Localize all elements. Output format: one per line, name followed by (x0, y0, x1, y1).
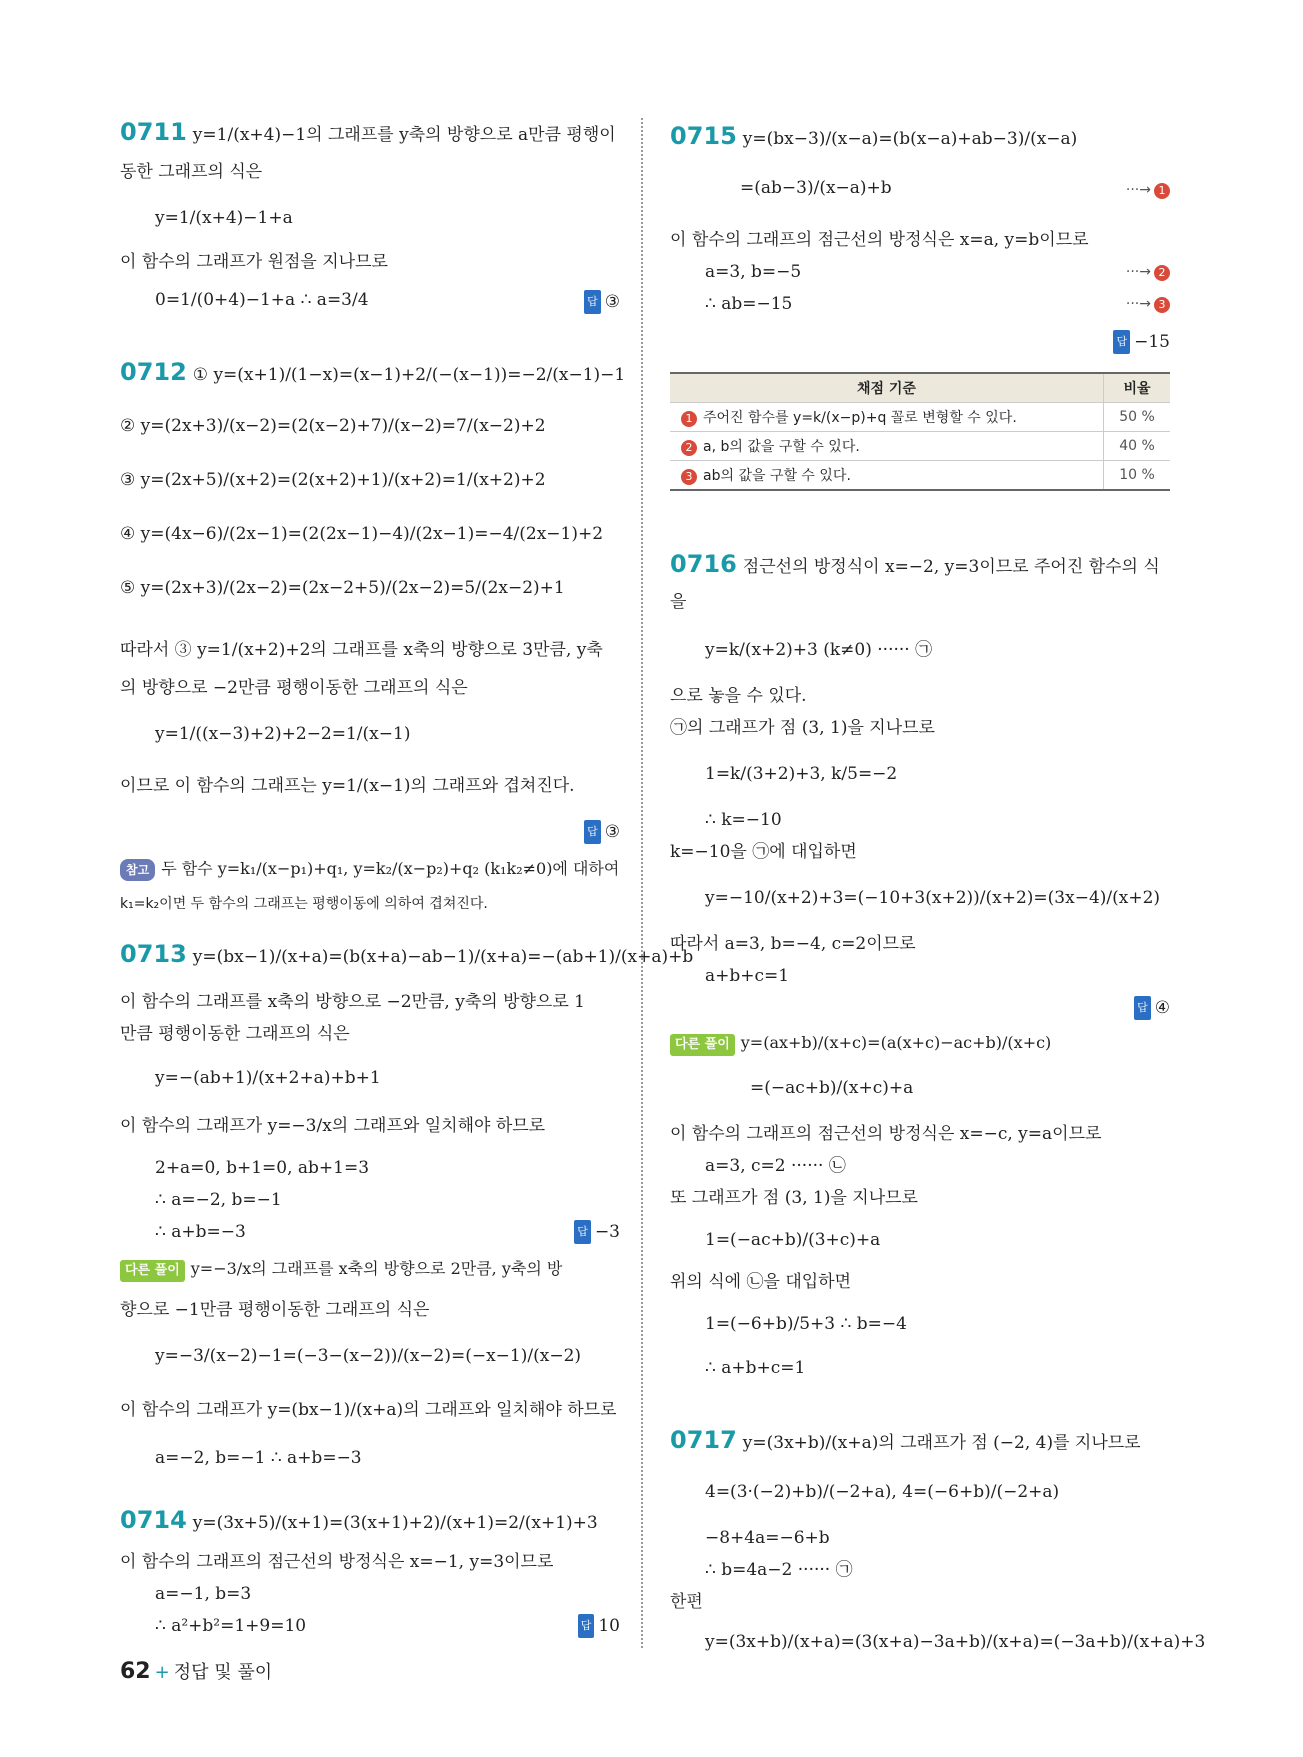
solution-line: 이므로 이 함수의 그래프는 y=1/(x−1)의 그래프와 겹쳐진다. (120, 776, 575, 796)
solution-line: 1=k/(3+2)+3, k/5=−2 (705, 764, 898, 784)
problem-heading (120, 360, 625, 387)
solution-line: 따라서 a=3, b=−4, c=2이므로 (670, 934, 916, 954)
page-footer (120, 1658, 272, 1684)
criteria-text: a, b의 값을 구할 수 있다. (703, 439, 860, 455)
column-divider (641, 118, 643, 1648)
solution-line: y=1/((x−3)+2)+2−2=1/(x−1) (155, 724, 411, 744)
step-marker-number: 2 (1154, 265, 1170, 281)
answer-badge: 답 (584, 820, 601, 844)
alternative-solution (670, 1032, 1051, 1056)
solution-line: ∴ b=4a−2 ······ ㉠ (705, 1560, 853, 1580)
solution-line: 1=(−ac+b)/(3+c)+a (705, 1230, 881, 1250)
solution-line: 위의 식에 ㉡을 대입하면 (670, 1272, 852, 1292)
step-marker: ···→ 3 (1126, 296, 1170, 313)
answer (578, 1614, 620, 1638)
solution-line: 향으로 −1만큼 평행이동한 그래프의 식은 (120, 1300, 430, 1320)
problem-text: y=1/(x+4)−1의 그래프를 y축의 방향으로 a만큼 평행이 (192, 125, 616, 145)
answer-badge: 답 (1134, 996, 1151, 1020)
answer-value: ③ (604, 822, 620, 842)
answer-badge: 답 (574, 1220, 591, 1244)
step-marker-number: 1 (681, 411, 697, 427)
criteria-cell (670, 461, 1104, 491)
solution-line: 이 함수의 그래프가 y=(bx−1)/(x+a)의 그래프와 일치해야 하므로 (120, 1400, 617, 1420)
solution-line: 1=(−6+b)/5+3 ∴ b=−4 (705, 1314, 907, 1334)
solution-line: =(ab−3)/(x−a)+b (740, 178, 892, 198)
solution-line: 따라서 ③ y=1/(x+2)+2의 그래프를 x축의 방향으로 3만큼, y축 (120, 640, 603, 660)
solution-line: y=−10/(x+2)+3=(−10+3(x+2))/(x+2)=(3x−4)/(x+2) (705, 888, 1161, 908)
solution-line: y=−(ab+1)/(x+2+a)+b+1 (155, 1068, 381, 1088)
reference-note (120, 858, 619, 881)
table-header-ratio: 비율 (1104, 373, 1171, 403)
solution-line: a+b+c=1 (705, 966, 790, 986)
answer (574, 1220, 620, 1244)
criteria-cell (670, 403, 1104, 432)
solution-line: 한편 (670, 1592, 703, 1612)
answer-badge: 답 (1113, 330, 1130, 354)
solution-line: 또 그래프가 점 (3, 1)을 지나므로 (670, 1188, 918, 1208)
page-number: 62 (120, 1659, 151, 1684)
criteria-cell (670, 432, 1104, 461)
problem-text: 점근선의 방정식이 x=−2, y=3이므로 주어진 함수의 식 (742, 557, 1160, 577)
answer (1134, 996, 1170, 1020)
problem-number: 0712 (120, 358, 187, 386)
solution-line: 이 함수의 그래프를 x축의 방향으로 −2만큼, y축의 방향으로 1 (120, 992, 585, 1012)
solution-line: 만큼 평행이동한 그래프의 식은 (120, 1024, 350, 1044)
solution-line: ④ y=(4x−6)/(2x−1)=(2(2x−1)−4)/(2x−1)=−4/(2x−1)+2 (120, 524, 604, 544)
solution-line: ∴ a+b=−3 (155, 1222, 246, 1242)
answer (1113, 330, 1170, 354)
solution-line: 동한 그래프의 식은 (120, 162, 263, 182)
ratio-cell: 10 % (1104, 461, 1171, 491)
problem-number: 0715 (670, 122, 737, 150)
answer-value: 10 (598, 1616, 620, 1636)
note-text: y=(ax+b)/(x+c)=(a(x+c)−ac+b)/(x+c) (740, 1033, 1052, 1052)
solution-line: ∴ k=−10 (705, 810, 782, 830)
solution-line: y=−3/(x−2)−1=(−3−(x−2))/(x−2)=(−x−1)/(x−2) (155, 1346, 582, 1366)
ratio-cell: 40 % (1104, 432, 1171, 461)
solution-line: a=−2, b=−1 ∴ a+b=−3 (155, 1448, 362, 1468)
solution-line: =(−ac+b)/(x+c)+a (750, 1078, 914, 1098)
alt-solution-badge: 다른 풀이 (670, 1034, 735, 1056)
solution-line: 의 방향으로 −2만큼 평행이동한 그래프의 식은 (120, 678, 468, 698)
solution-line: a=−1, b=3 (155, 1584, 252, 1604)
step-marker-number: 2 (681, 440, 697, 456)
criteria-text: 주어진 함수를 y=k/(x−p)+q 꼴로 변형할 수 있다. (703, 410, 1017, 426)
answer-badge: 답 (584, 290, 601, 314)
solution-line: 이 함수의 그래프의 점근선의 방정식은 x=−1, y=3이므로 (120, 1552, 554, 1572)
solution-line: 이 함수의 그래프의 점근선의 방정식은 x=−c, y=a이므로 (670, 1124, 1102, 1144)
note-text: y=−3/x의 그래프를 x축의 방향으로 2만큼, y축의 방 (190, 1259, 563, 1278)
solution-line: ③ y=(2x+5)/(x+2)=(2(x+2)+1)/(x+2)=1/(x+2)+2 (120, 470, 546, 490)
problem-text: ① y=(x+1)/(1−x)=(x−1)+2/(−(x−1))=−2/(x−1)−1 (192, 365, 626, 385)
solution-line: a=3, b=−5 (705, 262, 802, 282)
solution-line: a=3, c=2 ······ ㉡ (705, 1156, 846, 1176)
problem-heading (670, 124, 1077, 151)
solution-line: 0=1/(0+4)−1+a ∴ a=3/4 (155, 290, 369, 310)
problem-number: 0711 (120, 118, 187, 146)
problem-number: 0717 (670, 1426, 737, 1454)
solution-line: ② y=(2x+3)/(x−2)=(2(x−2)+7)/(x−2)=7/(x−2)+2 (120, 416, 546, 436)
ratio-cell: 50 % (1104, 403, 1171, 432)
solution-line: k=−10을 ㉠에 대입하면 (670, 842, 857, 862)
solution-line: y=(3x+b)/(x+a)=(3(x+a)−3a+b)/(x+a)=(−3a+b)/(x+a)+3 (705, 1632, 1206, 1652)
answer (584, 820, 620, 844)
answer-value: ③ (604, 292, 620, 312)
solution-line: y=1/(x+4)−1+a (155, 208, 293, 228)
scoring-table (670, 372, 1170, 491)
step-marker: ···→ 2 (1126, 264, 1170, 281)
problem-text: y=(3x+5)/(x+1)=(3(x+1)+2)/(x+1)=2/(x+1)+3 (192, 1513, 598, 1533)
step-marker-number: 3 (1154, 297, 1170, 313)
solution-line: ∴ a+b+c=1 (705, 1358, 806, 1378)
problem-number: 0713 (120, 940, 187, 968)
alt-solution-badge: 다른 풀이 (120, 1260, 185, 1282)
table-header-criteria: 채점 기준 (670, 373, 1104, 403)
problem-heading (120, 120, 616, 147)
solution-line: y=k/(x+2)+3 (k≠0) ······ ㉠ (705, 640, 933, 660)
reference-badge: 참고 (120, 859, 155, 881)
answer-value: ④ (1154, 998, 1170, 1018)
solution-line: ∴ a=−2, b=−1 (155, 1190, 282, 1210)
step-marker-number: 3 (681, 469, 697, 485)
solution-line: 이 함수의 그래프가 y=−3/x의 그래프와 일치해야 하므로 (120, 1116, 546, 1136)
note-text: 두 함수 y=k₁/(x−p₁)+q₁, y=k₂/(x−p₂)+q₂ (k₁k₂≠0)에 대하여 (161, 859, 620, 878)
solution-line: 이 함수의 그래프가 원점을 지나므로 (120, 252, 388, 272)
solution-line: ∴ ab=−15 (705, 294, 793, 314)
solution-line: k₁=k₂이면 두 함수의 그래프는 평행이동에 의하여 겹쳐진다. (120, 896, 488, 912)
solution-line: 으로 놓을 수 있다. (670, 686, 807, 706)
answer-value: −3 (594, 1222, 620, 1242)
footer-plus: + (154, 1662, 170, 1683)
table-row (670, 432, 1170, 461)
solution-line: 을 (670, 592, 687, 612)
problem-heading (120, 1508, 598, 1535)
solution-line: 2+a=0, b+1=0, ab+1=3 (155, 1158, 370, 1178)
answer-value: −15 (1134, 332, 1170, 352)
answer (584, 290, 620, 314)
table-row (670, 461, 1170, 491)
solution-line: 4=(3·(−2)+b)/(−2+a), 4=(−6+b)/(−2+a) (705, 1482, 1060, 1502)
footer-title: 정답 및 풀이 (173, 1662, 273, 1683)
problem-heading (670, 552, 1160, 579)
solution-line: 이 함수의 그래프의 점근선의 방정식은 x=a, y=b이므로 (670, 230, 1089, 250)
solution-line: ㉠의 그래프가 점 (3, 1)을 지나므로 (670, 718, 935, 738)
problem-text: y=(bx−1)/(x+a)=(b(x+a)−ab−1)/(x+a)=−(ab+1)/(x+a)+b (192, 947, 694, 967)
solution-line: −8+4a=−6+b (705, 1528, 830, 1548)
alternative-solution (120, 1258, 562, 1282)
problem-text: y=(bx−3)/(x−a)=(b(x−a)+ab−3)/(x−a) (742, 129, 1078, 149)
problem-heading (120, 942, 693, 969)
criteria-text: ab의 값을 구할 수 있다. (703, 468, 851, 484)
problem-text: y=(3x+b)/(x+a)의 그래프가 점 (−2, 4)를 지나므로 (742, 1433, 1141, 1453)
problem-heading (670, 1428, 1141, 1455)
problem-number: 0714 (120, 1506, 187, 1534)
solution-line: ∴ a²+b²=1+9=10 (155, 1616, 307, 1636)
problem-number: 0716 (670, 550, 737, 578)
step-marker-number: 1 (1154, 183, 1170, 199)
step-marker: ···→ 1 (1126, 182, 1170, 199)
solution-line: ⑤ y=(2x+3)/(2x−2)=(2x−2+5)/(2x−2)=5/(2x−2)+1 (120, 578, 565, 598)
answer-badge: 답 (578, 1614, 595, 1638)
table-row (670, 403, 1170, 432)
